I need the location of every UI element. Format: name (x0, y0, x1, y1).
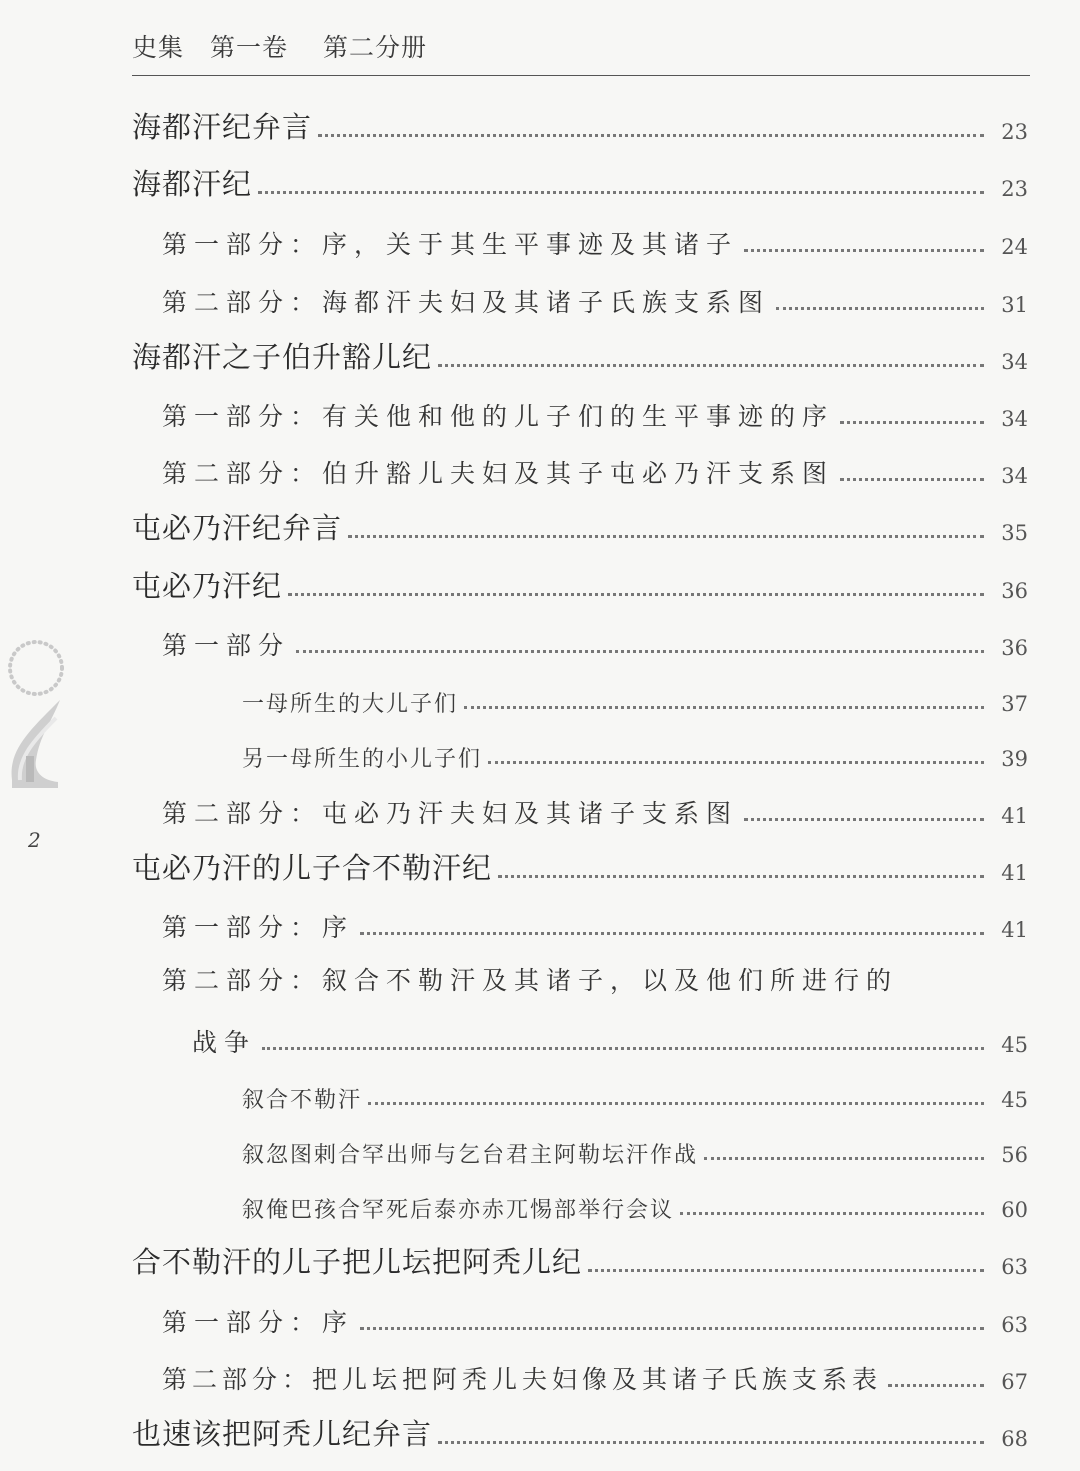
toc-entry-title: 叙俺巴孩合罕死后泰亦赤兀惕部举行会议 (242, 1198, 675, 1223)
toc-entry-page: 68 (1001, 1427, 1028, 1451)
toc-entry-title: 海都汗纪弁言 (132, 110, 313, 144)
toc-entry-page: 41 (1001, 804, 1028, 828)
toc-entry[interactable] (162, 279, 1028, 319)
toc-entry[interactable] (242, 1074, 1028, 1114)
toc-entry[interactable] (162, 1356, 1028, 1396)
toc-entry-page: 34 (1001, 464, 1028, 488)
toc-entry-page: 36 (1001, 579, 1028, 603)
toc-entry-page: 45 (1001, 1088, 1028, 1112)
dot-leader (360, 1327, 984, 1330)
dot-leader (318, 134, 984, 137)
toc-entry-page: 41 (1001, 918, 1028, 942)
toc-entry-title: 一母所生的大儿子们 (242, 692, 459, 717)
toc-entry[interactable] (162, 221, 1028, 261)
dot-leader (744, 249, 984, 252)
toc-entry-title: 第二部分：海都汗夫妇及其诸子氏族支系图 (162, 288, 771, 317)
toc-entry-page: 56 (1001, 1143, 1028, 1167)
toc-entry[interactable] (132, 163, 1028, 203)
toc-entry-title: 另一母所生的小儿子们 (242, 747, 483, 772)
toc-entry[interactable] (242, 1129, 1028, 1169)
toc-entry-page: 34 (1001, 350, 1028, 374)
toc-entry-title: 叙忽图剌合罕出师与乞台君主阿勒坛汗作战 (242, 1143, 699, 1168)
dot-leader (588, 1269, 984, 1272)
dot-leader (704, 1157, 984, 1160)
toc-entry-title: 第一部分：有关他和他的儿子们的生平事迹的序 (162, 402, 835, 431)
toc-entry-page: 35 (1001, 521, 1028, 545)
toc-entry[interactable] (162, 1299, 1028, 1339)
toc-entry-title: 屯必乃汗纪 (132, 569, 283, 603)
toc-entry[interactable] (132, 847, 1028, 887)
toc-entry[interactable] (242, 733, 1028, 773)
toc-entry-title: 第二部分：把儿坛把阿秃儿夫妇像及其诸子氏族支系表 (162, 1365, 883, 1394)
toc-entry[interactable] (132, 336, 1028, 376)
toc-entry[interactable] (162, 622, 1028, 662)
dot-leader (368, 1102, 984, 1105)
toc-entry-title: 也速该把阿秃儿纪弁言 (132, 1417, 433, 1451)
dot-leader (464, 706, 984, 709)
toc-entry[interactable] (192, 1019, 1028, 1059)
dot-leader (438, 1441, 984, 1444)
dot-leader (348, 535, 984, 538)
toc-entry-page: 31 (1001, 293, 1028, 317)
dot-leader (488, 761, 984, 764)
dot-leader (680, 1212, 984, 1215)
margin-ornament-icon (0, 630, 70, 790)
toc-entry[interactable] (242, 678, 1028, 718)
dot-leader (262, 1047, 984, 1050)
dot-leader (498, 875, 984, 878)
dot-leader (438, 364, 984, 367)
toc-entry-page: 63 (1001, 1255, 1028, 1279)
toc-entry-page: 63 (1001, 1313, 1028, 1337)
toc-entry-title: 第一部分：序，关于其生平事迹及其诸子 (162, 230, 739, 259)
dot-leader (360, 932, 984, 935)
dot-leader (776, 307, 984, 310)
dot-leader (296, 650, 984, 653)
toc-entry-page: 45 (1001, 1033, 1028, 1057)
dot-leader (288, 593, 984, 596)
toc-entry-title: 海都汗之子伯升豁儿纪 (132, 340, 433, 374)
toc-entry-page: 23 (1001, 120, 1028, 144)
toc-entry-title: 叙合不勒汗 (242, 1088, 363, 1113)
toc-entry-title: 第一部分：序 (162, 1308, 355, 1337)
toc-entry[interactable] (242, 1184, 1028, 1224)
toc-entry-page: 41 (1001, 861, 1028, 885)
toc-entry[interactable] (162, 790, 1028, 830)
toc-entry-page: 23 (1001, 177, 1028, 201)
toc-entry-title: 第二部分：屯必乃汗夫妇及其诸子支系图 (162, 799, 739, 828)
toc-entry-page: 34 (1001, 407, 1028, 431)
toc-entry[interactable] (132, 1241, 1028, 1281)
toc-entry-page: 37 (1001, 692, 1028, 716)
toc-entry-page: 67 (1001, 1370, 1028, 1394)
toc-entry[interactable] (132, 565, 1028, 605)
toc-entry-title-wrapped[interactable]: 第二部分：叙合不勒汗及其诸子，以及他们所进行的 (162, 966, 899, 995)
dot-leader (888, 1384, 984, 1387)
toc-entry[interactable] (132, 1413, 1028, 1453)
toc-entry-title: 合不勒汗的儿子把儿坛把阿秃儿纪 (132, 1245, 583, 1279)
toc-entry-page: 36 (1001, 636, 1028, 660)
toc-entry[interactable] (132, 507, 1028, 547)
page-number: 2 (28, 828, 41, 852)
toc-entry-title: 第一部分：序 (162, 913, 355, 942)
dot-leader (744, 818, 984, 821)
toc-entry-title: 屯必乃汗的儿子合不勒汗纪 (132, 851, 493, 885)
dot-leader (258, 191, 984, 194)
toc-entry[interactable] (132, 106, 1028, 146)
toc-entry-page: 24 (1001, 235, 1028, 259)
toc-entry-title: 海都汗纪 (132, 167, 253, 201)
toc-entry-page: 39 (1001, 747, 1028, 771)
toc-entry[interactable] (162, 904, 1028, 944)
toc-entry-title: 第二部分：伯升豁儿夫妇及其子屯必乃汗支系图 (162, 459, 835, 488)
toc-entry-title: 第一部分 (162, 631, 291, 660)
toc-entry-title-continuation: 战争 (192, 1028, 257, 1057)
toc-entry[interactable] (162, 450, 1028, 490)
toc-entry-title: 屯必乃汗纪弁言 (132, 511, 343, 545)
dot-leader (840, 421, 984, 424)
toc-entry-page: 60 (1001, 1198, 1028, 1222)
running-head: 史集 第一卷 第二分册 (132, 33, 427, 62)
toc-entry[interactable] (162, 393, 1028, 433)
dot-leader (840, 478, 984, 481)
